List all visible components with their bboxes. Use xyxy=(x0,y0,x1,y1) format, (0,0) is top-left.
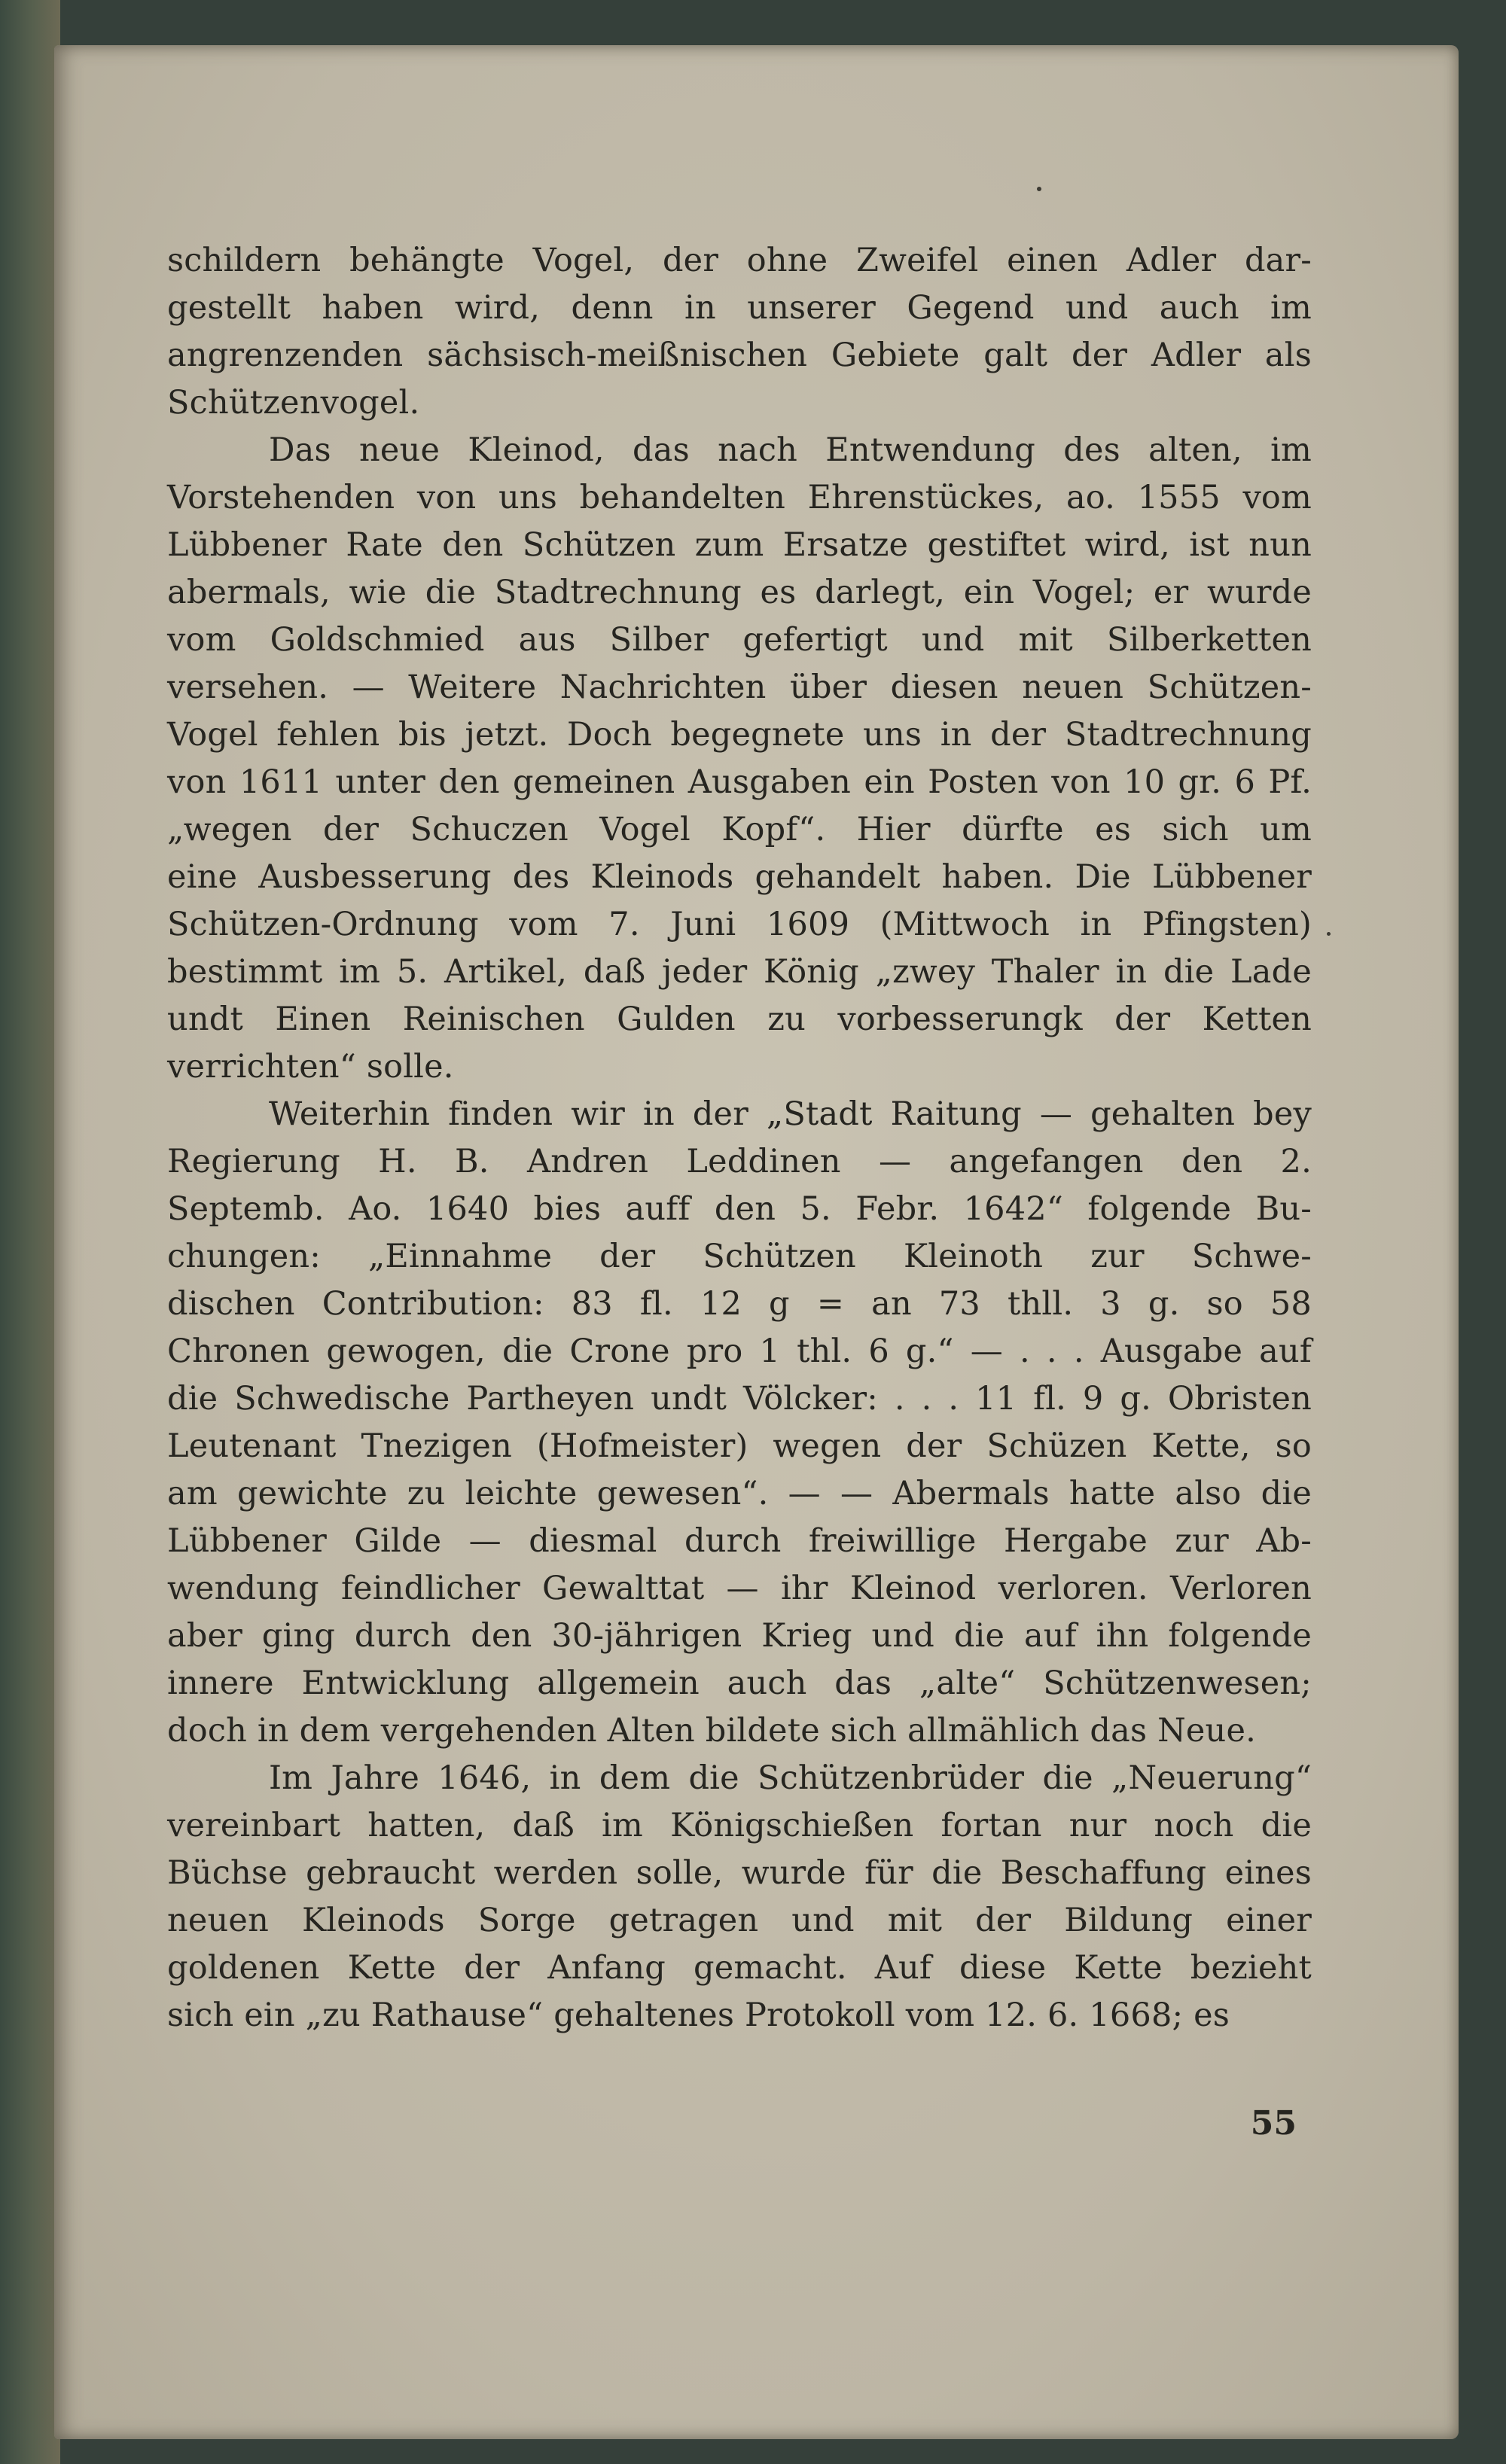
text-line: doch in dem vergehenden Alten bildete sich allmählich das Neue. xyxy=(167,1712,1256,1750)
paper-speck xyxy=(1037,187,1041,191)
text-line: eine Ausbesserung des Kleinods gehandelt haben. Die Lübbener xyxy=(167,858,1312,896)
text-line: Lübbener Gilde — diesmal durch freiwillige Hergabe zur Ab- xyxy=(167,1522,1312,1560)
text-line: am gewichte zu leichte gewesen“. — — Abermals hatte also die xyxy=(167,1475,1312,1512)
text-line: Lübbener Rate den Schützen zum Ersatze gestiftet wird, ist nun xyxy=(167,526,1312,564)
page-number: 55 xyxy=(1250,2104,1297,2143)
text-line: chungen: „Einnahme der Schützen Kleinoth zur Schwe- xyxy=(167,1238,1312,1275)
page-text-body xyxy=(167,237,1312,2039)
text-line: aber ging durch den 30-jährigen Krieg und die auf ihn folgende xyxy=(167,1617,1312,1655)
text-line: die Schwedische Partheyen undt Völcker: . . . 11 fl. 9 g. Obristen xyxy=(167,1380,1312,1418)
text-line: goldenen Kette der Anfang gemacht. Auf diese Kette bezieht xyxy=(167,1949,1312,1987)
text-line: Büchse gebraucht werden solle, wurde für die Beschaffung eines xyxy=(167,1854,1312,1892)
text-line: versehen. — Weitere Nachrichten über diesen neuen Schützen- xyxy=(167,669,1312,706)
text-line: Schützen-Ordnung vom 7. Juni 1609 (Mittwoch in Pfingsten) xyxy=(167,906,1312,943)
text-line: dischen Contribution: 83 fl. 12 g = an 73 thll. 3 g. so 58 xyxy=(167,1285,1312,1323)
text-line: vom Goldschmied aus Silber gefertigt und mit Silberketten xyxy=(167,621,1312,659)
text-line: Leutenant Tnezigen (Hofmeister) wegen der Schüzen Kette, so xyxy=(167,1427,1312,1465)
text-line: wendung feindlicher Gewalttat — ihr Kleinod verloren. Verloren xyxy=(167,1570,1312,1607)
text-line: Chronen gewogen, die Crone pro 1 thl. 6 g.“ — . . . Ausgabe auf xyxy=(167,1333,1312,1370)
text-line: Regierung H. B. Andren Leddinen — angefangen den 2. xyxy=(167,1143,1312,1180)
book-spine-edge xyxy=(0,0,60,2464)
text-line: sich ein „zu Rathause“ gehaltenes Protokoll vom 12. 6. 1668; es xyxy=(167,1996,1230,2034)
text-line: undt Einen Reinischen Gulden zu vorbesserungk der Ketten xyxy=(167,1001,1312,1038)
text-line: Das neue Kleinod, das nach Entwendung des alten, im xyxy=(269,431,1312,469)
text-line: abermals, wie die Stadtrechnung es darlegt, ein Vogel; er wurde xyxy=(167,574,1312,611)
book-page xyxy=(54,45,1459,2439)
text-line: Schützenvogel. xyxy=(167,384,420,422)
text-line: innere Entwicklung allgemein auch das „alte“ Schützenwesen; xyxy=(167,1664,1312,1702)
text-line: schildern behängte Vogel, der ohne Zweifel einen Adler dar- xyxy=(167,242,1312,279)
text-line: Septemb. Ao. 1640 bies auff den 5. Febr. 1642“ folgende Bu- xyxy=(167,1190,1312,1228)
text-line: Im Jahre 1646, in dem die Schützenbrüder die „Neuerung“ xyxy=(269,1759,1312,1797)
text-line: angrenzenden sächsisch-meißnischen Gebiete galt der Adler als xyxy=(167,337,1312,374)
text-line: von 1611 unter den gemeinen Ausgaben ein Posten von 10 gr. 6 Pf. xyxy=(167,763,1312,801)
text-line: „wegen der Schuczen Vogel Kopf“. Hier dürfte es sich um xyxy=(167,811,1312,848)
text-line: verrichten“ solle. xyxy=(167,1048,454,1086)
text-line: gestellt haben wird, denn in unserer Gegend und auch im xyxy=(167,289,1312,327)
text-line: Vogel fehlen bis jetzt. Doch begegnete uns in der Stadtrechnung xyxy=(167,716,1312,754)
text-line: vereinbart hatten, daß im Königschießen fortan nur noch die xyxy=(167,1807,1312,1844)
text-line: Weiterhin finden wir in der „Stadt Raitung — gehalten bey xyxy=(269,1095,1312,1133)
text-line: Vorstehenden von uns behandelten Ehrenstückes, ao. 1555 vom xyxy=(167,479,1312,516)
text-line: bestimmt im 5. Artikel, daß jeder König „zwey Thaler in die Lade xyxy=(167,953,1312,991)
paper-speck xyxy=(1327,932,1331,936)
text-line: neuen Kleinods Sorge getragen und mit der Bildung einer xyxy=(167,1902,1312,1939)
